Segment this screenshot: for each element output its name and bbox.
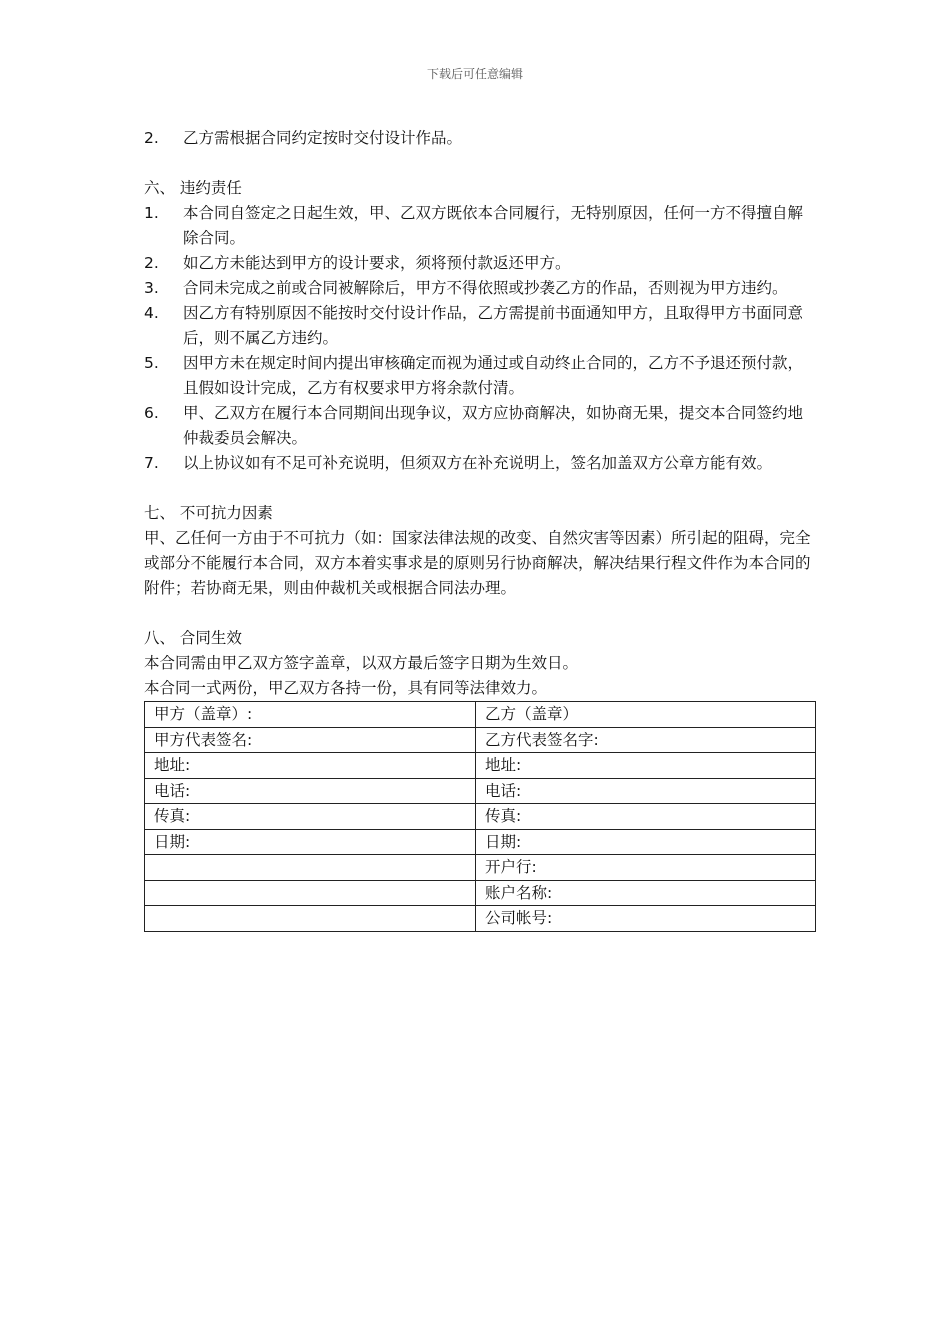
item-number: 2. (144, 129, 159, 147)
table-row (145, 753, 816, 779)
item-number: 7. (144, 454, 159, 472)
party-a-representative-cell: 甲方代表签名: (145, 727, 476, 753)
list-item (144, 201, 814, 251)
party-a-fax-cell: 传真: (145, 804, 476, 830)
table-row (145, 829, 816, 855)
list-item (144, 351, 814, 401)
item-text: 如乙方未能达到甲方的设计要求，须将预付款返还甲方。 (183, 254, 571, 272)
section-8-line-1: 本合同需由甲乙双方签字盖章，以双方最后签字日期为生效日。 (144, 654, 579, 672)
item-number: 3. (144, 279, 159, 297)
table-row (145, 804, 816, 830)
item-text: 乙方需根据合同约定按时交付设计作品。 (183, 129, 463, 147)
party-b-date-cell: 日期: (476, 829, 816, 855)
list-item (144, 276, 814, 301)
table-row (145, 778, 816, 804)
table-row (145, 727, 816, 753)
list-item (144, 401, 814, 451)
party-b-account-name-cell: 账户名称: (476, 880, 816, 906)
document-body (144, 126, 814, 932)
party-b-seal-cell: 乙方（盖章） (476, 702, 816, 728)
section-6-title: 六、 违约责任 (144, 179, 242, 197)
item-text: 甲、乙双方在履行本合同期间出现争议，双方应协商解决，如协商无果，提交本合同签约地仲裁委员会解决。 (183, 404, 804, 447)
section-8-title: 八、 合同生效 (144, 629, 242, 647)
section-8-line-2: 本合同一式两份，甲乙双方各持一份，具有同等法律效力。 (144, 679, 548, 697)
list-item (144, 301, 814, 351)
party-a-seal-cell: 甲方（盖章）: (145, 702, 476, 728)
item-number: 6. (144, 404, 159, 422)
list-item (144, 451, 814, 476)
table-row (145, 906, 816, 932)
section-7-text: 甲、乙任何一方由于不可抗力（如：国家法律法规的改变、自然灾害等因素）所引起的阻碍，完全或部分不能履行本合同，双方本着实事求是的原则另行协商解决，解决结果行程文件作为本合同的附件；若协商无果，则由仲裁机关或根据合同法办理。 (144, 529, 811, 597)
item-number: 1. (144, 204, 159, 222)
party-b-phone-cell: 电话: (476, 778, 816, 804)
item-text: 本合同自签定之日起生效，甲、乙双方既依本合同履行，无特别原因，任何一方不得擅自解除合同。 (183, 204, 804, 247)
party-b-bank-cell: 开户行: (476, 855, 816, 881)
section-7-title: 七、 不可抗力因素 (144, 504, 273, 522)
page-header: 下载后可任意编辑 (426, 67, 523, 81)
signature-table (144, 701, 816, 932)
party-b-address-cell: 地址: (476, 753, 816, 779)
item-text: 因甲方未在规定时间内提出审核确定而视为通过或自动终止合同的，乙方不予退还预付款，且假如设计完成，乙方有权要求甲方将余款付清。 (183, 354, 804, 397)
party-b-account-number-cell: 公司帐号: (476, 906, 816, 932)
party-a-phone-cell: 电话: (145, 778, 476, 804)
table-row (145, 880, 816, 906)
item-text: 合同未完成之前或合同被解除后，甲方不得依照或抄袭乙方的作品，否则视为甲方违约。 (183, 279, 788, 297)
party-b-fax-cell: 传真: (476, 804, 816, 830)
table-row (145, 855, 816, 881)
party-a-address-cell: 地址: (145, 753, 476, 779)
empty-cell (145, 855, 476, 881)
item-text: 因乙方有特别原因不能按时交付设计作品，乙方需提前书面通知甲方，且取得甲方书面同意后，则不属乙方违约。 (183, 304, 804, 347)
item-number: 4. (144, 304, 159, 322)
party-a-date-cell: 日期: (145, 829, 476, 855)
item-number: 2. (144, 254, 159, 272)
item-number: 5. (144, 354, 159, 372)
empty-cell (145, 880, 476, 906)
list-item (144, 251, 814, 276)
item-text: 以上协议如有不足可补充说明，但须双方在补充说明上，签名加盖双方公章方能有效。 (183, 454, 773, 472)
list-item (144, 126, 814, 151)
table-row (145, 702, 816, 728)
empty-cell (145, 906, 476, 932)
party-b-representative-cell: 乙方代表签名字: (476, 727, 816, 753)
